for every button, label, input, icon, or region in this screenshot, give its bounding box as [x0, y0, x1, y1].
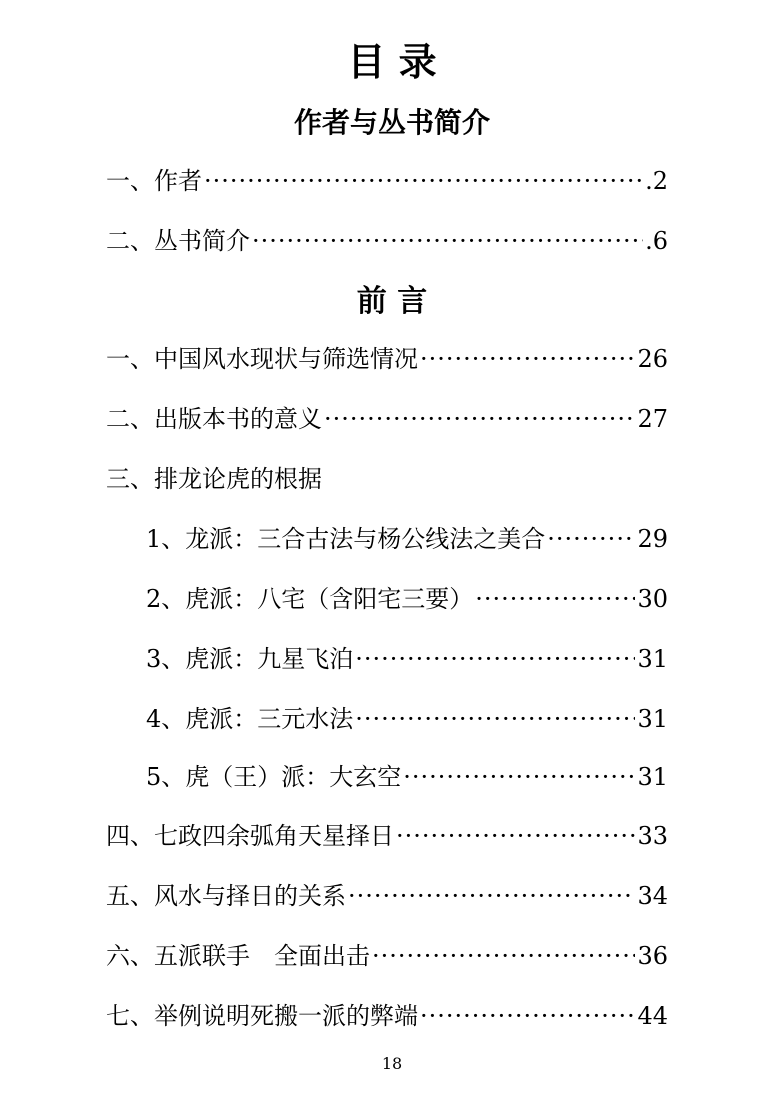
page-number: 18 [381, 1054, 403, 1073]
toc-leader-dots [372, 941, 635, 971]
toc-entry-label: 一、作者 [106, 167, 202, 195]
toc-entry-page: 44 [637, 1002, 668, 1030]
toc-leader-dots [355, 704, 635, 734]
toc-leader-dots [420, 1001, 635, 1031]
toc-entry[interactable] [106, 935, 668, 971]
toc-leader-dots [204, 166, 643, 196]
section-heading-preface: 前 言 [356, 284, 428, 319]
toc-entry-label: 2、虎派：八宅（含阳宅三要） [146, 585, 474, 613]
toc-leader-dots [348, 881, 635, 911]
toc-entry-label: 七、举例说明死搬一派的弊端 [106, 1002, 418, 1030]
toc-leader-dots [355, 644, 635, 674]
toc-entry-page: 36 [637, 942, 668, 970]
toc-leader-dots [403, 762, 635, 792]
toc-subentry[interactable] [146, 578, 668, 614]
toc-leader-dots [396, 821, 635, 851]
toc-leader-dots [252, 226, 643, 256]
section-heading-author-series: 作者与丛书简介 [293, 106, 490, 139]
toc-entry-label: 一、中国风水现状与筛选情况 [106, 345, 418, 373]
toc-entry-page: 26 [637, 345, 668, 373]
toc-entry[interactable] [106, 160, 668, 196]
toc-entry[interactable] [106, 458, 668, 494]
toc-subentry[interactable] [146, 698, 668, 734]
toc-entry-page: .6 [645, 227, 668, 255]
toc-entry-label: 二、丛书简介 [106, 227, 250, 255]
toc-entry-page: 31 [637, 645, 668, 673]
toc-entry-page: .2 [645, 167, 668, 195]
toc-leader-dots [324, 404, 635, 434]
toc-entry-page: 31 [637, 763, 668, 791]
toc-entry-label: 5、虎（王）派：大玄空 [146, 763, 402, 791]
toc-entry-label: 五、风水与择日的关系 [106, 882, 346, 910]
toc-leader-dots [547, 524, 635, 554]
toc-subentry[interactable] [146, 518, 668, 554]
toc-entry[interactable] [106, 220, 668, 256]
toc-entry-page: 33 [637, 822, 668, 850]
toc-leader-dots [420, 344, 635, 374]
toc-subentry[interactable] [146, 638, 668, 674]
toc-entry[interactable] [106, 338, 668, 374]
toc-entry-page: 27 [637, 405, 668, 433]
toc-entry[interactable] [106, 815, 668, 851]
toc-entry-label: 三、排龙论虎的根据 [106, 465, 322, 493]
toc-entry-label: 二、出版本书的意义 [106, 405, 322, 433]
toc-entry[interactable] [106, 875, 668, 911]
toc-leader-dots [475, 584, 635, 614]
toc-entry[interactable] [106, 398, 668, 434]
toc-entry-label: 四、七政四余弧角天星择日 [106, 822, 394, 850]
toc-entry-page: 31 [637, 705, 668, 733]
toc-entry-label: 六、五派联手 全面出击 [106, 942, 370, 970]
toc-entry-label: 1、龙派：三合古法与杨公线法之美合 [146, 525, 546, 553]
toc-entry-page: 30 [637, 585, 668, 613]
toc-entry-label: 3、虎派：九星飞泊 [146, 645, 354, 673]
toc-entry-page: 29 [637, 525, 668, 553]
toc-title: 目 录 [347, 40, 437, 84]
toc-subentry[interactable] [146, 756, 668, 792]
toc-entry-page: 34 [637, 882, 668, 910]
toc-entry-label: 4、虎派：三元水法 [146, 705, 354, 733]
toc-entry[interactable] [106, 995, 668, 1031]
